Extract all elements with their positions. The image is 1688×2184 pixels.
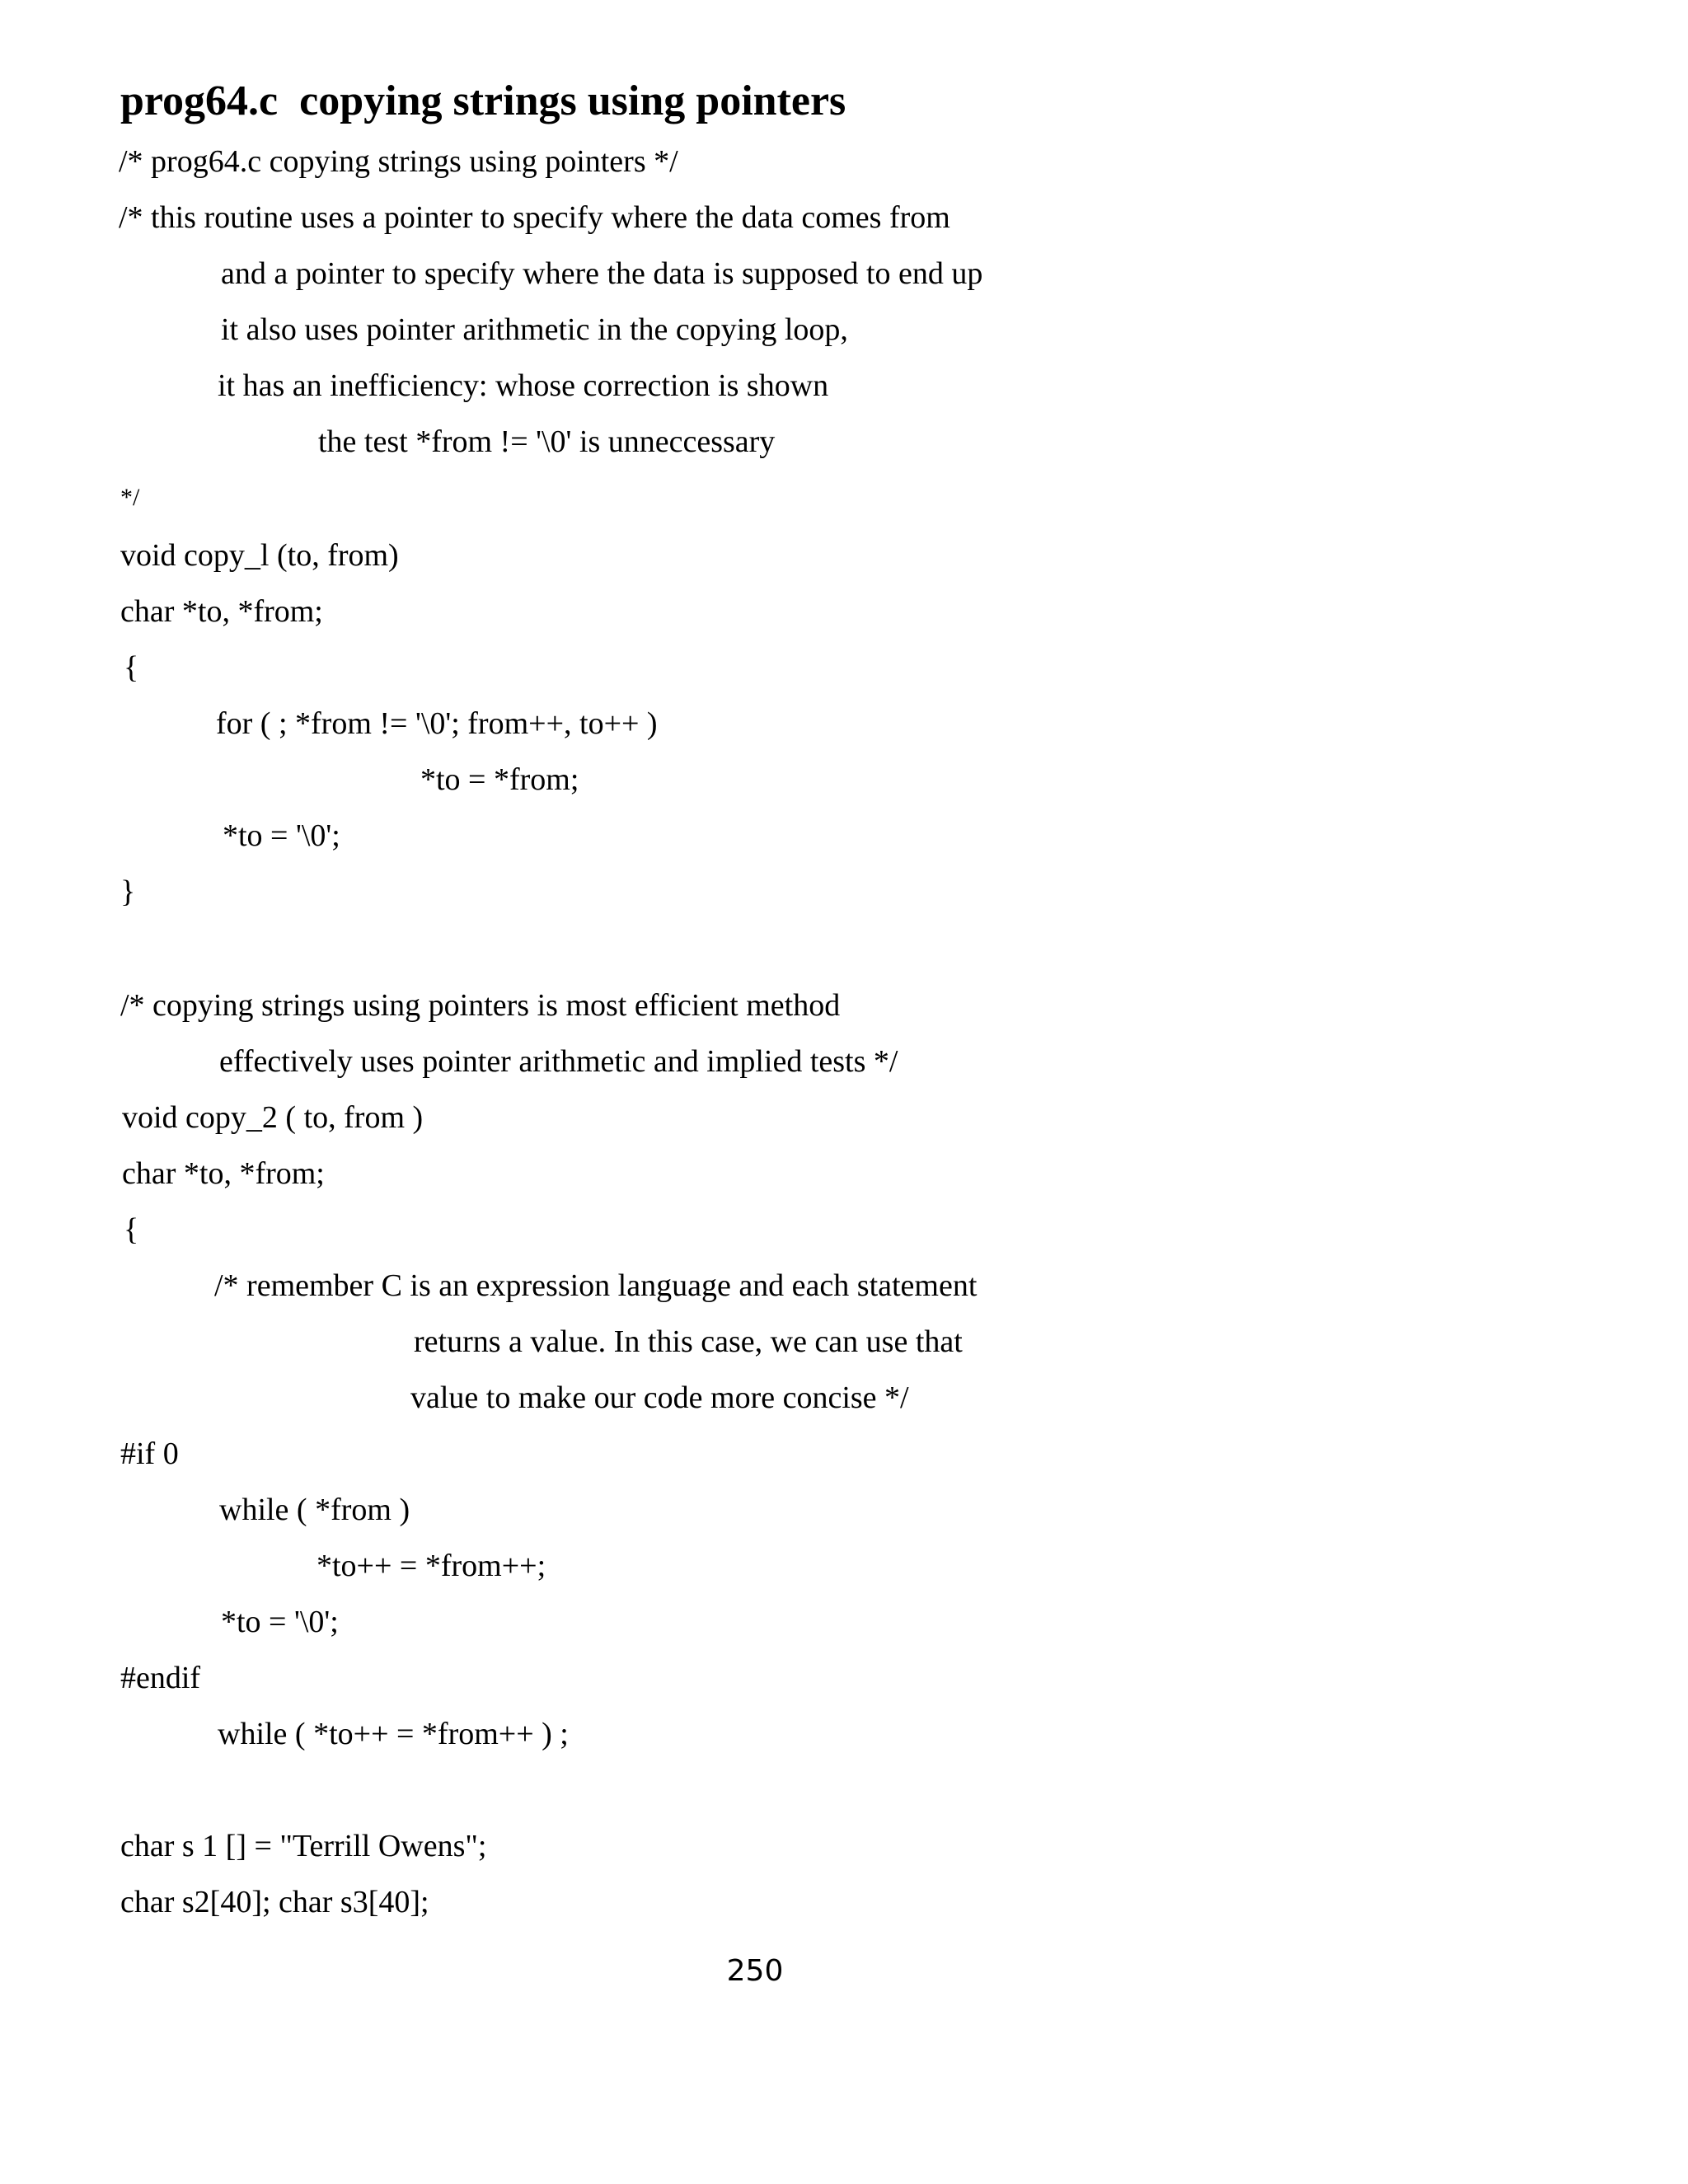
code-line: *to = *from; [420, 762, 579, 797]
code-line: value to make our code more concise */ [410, 1380, 909, 1415]
code-line: void copy_l (to, from) [120, 538, 399, 573]
code-line: returns a value. In this case, we can use that [414, 1324, 963, 1359]
code-line: effectively uses pointer arithmetic and implied tests */ [219, 1044, 898, 1079]
code-line: char s2[40]; char s3[40]; [120, 1885, 429, 1919]
code-line: while ( *to++ = *from++ ) ; [218, 1717, 569, 1751]
code-line: char *to, *from; [120, 594, 323, 629]
code-line: for ( ; *from != '\0'; from++, to++ ) [216, 706, 658, 741]
code-line: *to = '\0'; [223, 818, 340, 853]
page-title: prog64.c copying strings using pointers [120, 77, 846, 124]
code-line: /* copying strings using pointers is most efficient method [120, 988, 841, 1023]
code-line: /* remember C is an expression language and each statement [214, 1268, 978, 1303]
code-line: #if 0 [120, 1436, 179, 1471]
page-number-text: 250 [726, 1954, 784, 1988]
code-line: char *to, *from; [122, 1156, 325, 1191]
page-number [0, 1953, 1688, 1990]
code-line: */ [120, 484, 140, 511]
code-line: void copy_2 ( to, from ) [122, 1100, 424, 1135]
code-line: { [124, 1212, 139, 1247]
code-line: *to++ = *from++; [316, 1549, 546, 1583]
code-line: /* prog64.c copying strings using pointers */ [119, 144, 678, 179]
code-line: #endif [120, 1661, 201, 1695]
code-line: } [120, 874, 136, 909]
code-line: *to = '\0'; [221, 1605, 339, 1639]
code-line: char s 1 [] = "Terrill Owens"; [120, 1829, 487, 1863]
code-line: and a pointer to specify where the data is supposed to end up [221, 256, 983, 291]
code-line: it has an inefficiency: whose correction is shown [218, 368, 829, 403]
code-line: /* this routine uses a pointer to specify where the data comes from [119, 200, 950, 235]
code-line: { [124, 650, 139, 685]
code-line: it also uses pointer arithmetic in the copying loop, [221, 312, 848, 347]
code-line: while ( *from ) [219, 1493, 410, 1527]
code-line: the test *from != '\0' is unneccessary [318, 424, 776, 459]
